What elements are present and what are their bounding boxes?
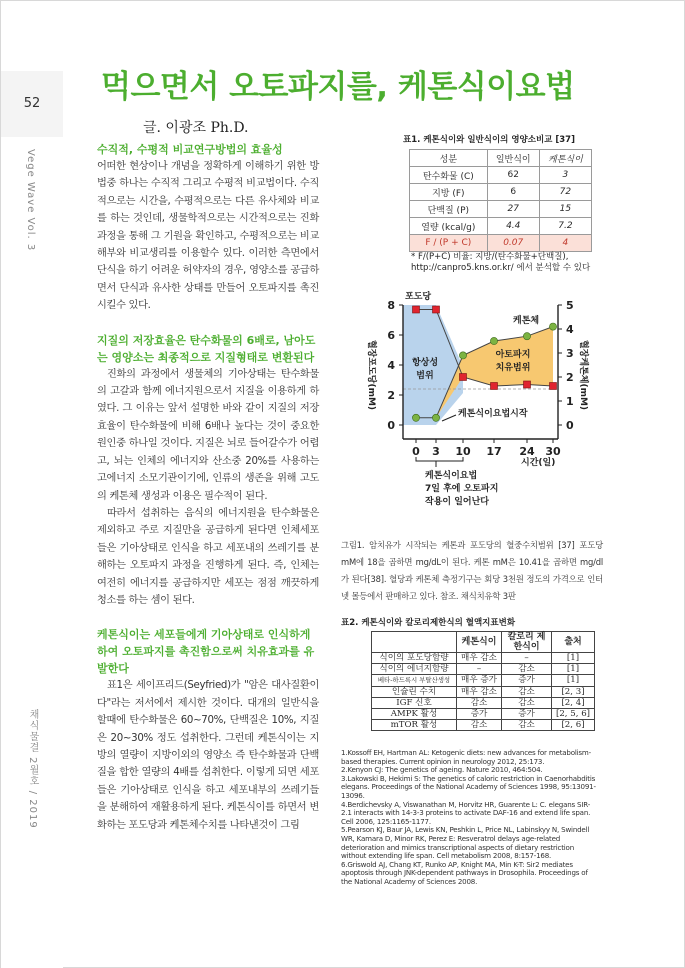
reference-item: 1.Kossoff EH, Hartman AL: Ketogenic diets: new advances for metabolism-based therapies. Current opinion in neurology 2012, 25:173. [341, 748, 591, 766]
table-cell: 열량 (kcal/g) [410, 218, 488, 235]
table-cell: 감소 [456, 720, 501, 731]
reference-item: 3.Lakowski B, Hekimi S: The genetics of caloric restriction in Caenorhabditis elegans. Proceedings of the National Academy of Sciences 1998, 95:13091-13096. [341, 773, 596, 800]
table-cell: [2, 3] [552, 686, 595, 697]
glucose-point [413, 306, 420, 313]
table-cell: F / (P + C) [410, 235, 488, 252]
right-tick-label: 4 [566, 323, 574, 336]
table-cell: 지방 (F) [410, 184, 488, 201]
references [341, 749, 599, 887]
figure-caption: 그림1. 암치유가 시작되는 케톤과 포도당의 혈중수치범위 [37] 포도당 mM에 18을 곱하면 mg/dL이 된다. 케톤 mM은 10.41을 곱하면 mg/dl가 된다[38]. 혈당과 케톤체 측정기구는 회당 3천원 정도의 가격으로 인터넷 몰등에서 판매하고 있다. 참조. 채식치유학 3판 [341, 540, 603, 601]
reference-item: 4.Berdichevsky A, Viswanathan M, Horvitz HR, Guarente L: C. elegans SIR-2.1 interacts with 14-3-3 proteins to activate DAF-16 and extend life span. Cell 2006, 125:1165-1177. [341, 799, 591, 826]
table-row [372, 697, 595, 708]
ketone-point [490, 337, 497, 344]
ketone-start-label: 케톤식이요법시작 [458, 409, 528, 419]
table-cell: mTOR 활성 [372, 720, 457, 731]
table-cell: [2, 5, 6] [552, 708, 595, 719]
right-tick-label: 2 [566, 371, 574, 384]
body-column [97, 139, 319, 834]
table-cell: 7.2 [539, 218, 591, 235]
table-cell: AMPK 활성 [372, 708, 457, 719]
table2-caption: 표2. 케톤식이와 칼로리제한식의 혈액지표변화 [341, 618, 516, 628]
left-tick-label: 8 [387, 299, 395, 312]
right-tick-label: 3 [566, 347, 574, 360]
ratio-row [410, 235, 592, 252]
table-row [372, 675, 595, 686]
body-paragraph: 표1은 세이프리드(Seyfried)가 "암은 대사질환이다"라는 저서에서 제시한 것이다. 대개의 일반식을 할때에 탄수화물은 60~70%, 단백질은 10%, 지질은 20~30% 정도 섭취한다. 그런데 케톤식이는 지방의 열량이 지방이외의 영양소 즉 탄수화물과 단백질을 합한 열량의 4배를 섭취한다. 이렇게 되면 세포들은 기아상태로 인식을 하고 세포내부의 쓰레기들을 분해하여 재활용하게 된다. 케톤식이를 하면서 변화하는 포도당과 케톤체수치를 나타낸것이 그림 [97, 680, 319, 831]
table-cell: 3 [539, 167, 591, 184]
table-row [372, 653, 595, 664]
table-cell: 15 [539, 201, 591, 218]
left-tick-label: 4 [387, 359, 395, 372]
table-cell: 매우 증가 [456, 675, 501, 686]
glucose-range-label: 항상성 [411, 358, 439, 368]
x-tick-label: 24 [519, 445, 535, 458]
ketone-point [549, 323, 556, 330]
ketone-label: 케톤체 [513, 316, 540, 326]
table-cell: 27 [487, 201, 539, 218]
x-tick-label: 17 [486, 445, 502, 458]
table-row [372, 686, 595, 697]
table-cell: 감소 [502, 664, 552, 675]
table-header-cell: 칼로리 제한식이 [502, 632, 552, 653]
table-cell: 식이의 포도당함량 [372, 653, 457, 664]
table-cell: 매우 감소 [456, 653, 501, 664]
bracket-note: 7일 후에 오토파지 [425, 484, 499, 494]
right-tick-label: 5 [566, 299, 574, 312]
table-cell: 식이의 에너지함량 [372, 664, 457, 675]
table-cell: [2, 4] [552, 697, 595, 708]
bracket-note: 케톤식이요법 [425, 471, 478, 481]
table-row [410, 184, 592, 201]
table-row [372, 720, 595, 731]
reference-item: 6.Griswold AJ, Chang KT, Runko AP, Knight MA, Min K-T: Sir2 mediates apoptosis through JNK-dependent pathways in Drosophila. Proceedings of the National Academy of Sciences 2008. [341, 859, 588, 886]
page-number: 52 [1, 71, 63, 137]
table1-footnote: * F/(P+C) 비율: 지방/(탄수화물+단백질), http://canpro5.kns.or.kr/ 에서 분석할 수 있다 [411, 252, 591, 273]
table-header-cell [372, 632, 457, 653]
glucose-point [433, 306, 440, 313]
left-axis-ticks [387, 299, 403, 432]
glucose-range-label: 범위 [416, 371, 434, 381]
left-tick-label: 6 [387, 329, 395, 342]
body-paragraph: 따라서 섭취하는 음식의 에너지원을 탄수화물은 제외하고 주로 지질만을 공급하게 된다면 인체세포들은 기아상태로 인식을 하고 세포내의 쓰레기를 분해하는 오토파지 과정을 진행하게 된다. 즉, 인체는 여전히 에너지를 공급하지만 세포는 점점 깨끗하게 청소를 하는 셈이 된다. [97, 507, 319, 606]
left-tick-label: 0 [387, 419, 395, 432]
x-tick-label: 0 [412, 445, 420, 458]
section-heading: 지질의 저장효율은 탄수화물의 6배로, 남아도는 영양소는 최종적으로 지질형태로 변환된다 [97, 333, 316, 364]
ketone-point [432, 414, 439, 421]
table-cell: 증가 [456, 708, 501, 719]
magazine-name: Vege Wave Vol. 3 [25, 149, 36, 252]
table-row [372, 708, 595, 719]
left-axis-title: 혈장포도당(mM) [366, 339, 376, 411]
table-cell: 베타-하드록시 부탈산생성 [372, 675, 457, 686]
table-row [410, 201, 592, 218]
table-header-row [372, 632, 595, 653]
ketone-point [412, 414, 419, 421]
table-cell: 4 [539, 235, 591, 252]
right-axis-ticks [558, 299, 574, 432]
table-header-row [410, 150, 592, 167]
article-title: 먹으면서 오토파지를, 케톤식이요법 [101, 69, 575, 105]
table-row [372, 664, 595, 675]
x-axis-ticks [412, 439, 561, 458]
glucose-point [491, 383, 498, 390]
table-header-cell: 일반식이 [487, 150, 539, 167]
table-cell: 탄수화물 (C) [410, 167, 488, 184]
table-cell: 62 [487, 167, 539, 184]
table-cell: [1] [552, 653, 595, 664]
table1-caption: 표1. 케톤식이와 일반식이의 영양소비교 [37] [403, 135, 575, 145]
table-cell: [2, 6] [552, 720, 595, 731]
glucose-label: 포도당 [405, 292, 432, 302]
table-cell: – [456, 664, 501, 675]
right-axis-title: 혈장케톤체(mM) [578, 339, 588, 411]
x-tick-label: 10 [455, 445, 471, 458]
body-paragraph: 진화의 과정에서 생물체의 기아상태는 탄수화물의 고갈과 함께 에너지원으로서 지질을 이용하게 하였다. 그 이유는 앞서 설명한 바와 같이 지질의 저장효율이 탄수화물에 비해 6배나 높다는 것이 중요한 원인중 하나일 것이다. 지질은 뇌로 들어갈수가 어렵고, 뇌는 인체의 에너지와 산소중 20%를 사용하는 고에너지 소모기관이기에, 인류의 생존을 위해 고도의 케톤체 생성과 이용은 필수적이 된다. [97, 368, 319, 502]
glucose-point [524, 381, 531, 388]
table-cell: 72 [539, 184, 591, 201]
table-header-cell: 케톤식이 [456, 632, 501, 653]
table-cell: IGF 신호 [372, 697, 457, 708]
table-cell: 감소 [502, 697, 552, 708]
table-cell: – [502, 653, 552, 664]
glucose-ketone-chart [341, 285, 601, 531]
x-tick-label: 30 [545, 445, 561, 458]
table-header-cell: 성분 [410, 150, 488, 167]
table-cell: [1] [552, 675, 595, 686]
glucose-point [550, 383, 557, 390]
table-cell: 감소 [502, 686, 552, 697]
reference-item: 5.Pearson KJ, Baur JA, Lewis KN, Peshkin L, Price NL, Labinskyy N, Swindell WR, Kamara D, Minor RK, Perez E: Resveratrol delays age-related deterioration and mimics transcriptional aspects of dietary restriction without extending life span. Cell metabolism 2008, 8:157-168. [341, 825, 590, 861]
table-cell: 감소 [502, 720, 552, 731]
section-heading: 케톤식이는 세포들에게 기아상태로 인식하게 하여 오토파지를 촉진함으로써 치유효과를 유발한다 [97, 628, 315, 676]
reference-item: 2.Kenyon CJ: The genetics of ageing. Nature 2010, 464:504. [341, 765, 543, 775]
table-row [410, 218, 592, 235]
blood-marker-table [371, 631, 595, 731]
table-row [410, 167, 592, 184]
glucose-point [460, 374, 467, 381]
ketone-start-pointer [442, 415, 456, 421]
nutrient-table [409, 149, 592, 252]
table-cell: 매우 감소 [456, 686, 501, 697]
right-tick-label: 0 [566, 419, 574, 432]
x-tick-label: 3 [432, 445, 440, 458]
left-tick-label: 2 [387, 389, 395, 402]
table-cell: 증가 [502, 675, 552, 686]
table-cell: 6 [487, 184, 539, 201]
bracket-note: 작용이 일어난다 [425, 497, 489, 507]
table-cell: [1] [552, 664, 595, 675]
autophagy-range-label: 치유범위 [495, 363, 531, 373]
ketone-point [523, 333, 530, 340]
table-cell: 증가 [502, 708, 552, 719]
table-cell: 감소 [456, 697, 501, 708]
table-header-cell: 케톤식이 [539, 150, 591, 167]
section-heading: 수직적, 수평적 비교연구방법의 효율성 [97, 143, 283, 156]
table-cell: 0.07 [487, 235, 539, 252]
table-cell: 단백질 (P) [410, 201, 488, 218]
table-header-cell: 출처 [552, 632, 595, 653]
autophagy-range-label: 아토파지 [495, 350, 531, 360]
table-cell: 4.4 [487, 218, 539, 235]
body-paragraph: 어떠한 현상이나 개념을 정확하게 이해하기 위한 방법중 하나는 수직적 그리고 수평적 비교법이다. 수직적으로는 시간을, 수평적으로는 다른 유사체와 비교를 하는 것인데, 생물학적으로는 시간적으로는 진화과정을 통해 그 기원을 확인하고, 수평적으로는 비교해부와 비교생리를 이용할수 있다. 이러한 측면에서 단식을 하기 어려운 허약자의 경우, 영양소를 공급하면서 단식과 유사한 상태를 만들어 오토파지를 촉진시킬수 있다. [97, 161, 319, 312]
right-tick-label: 1 [566, 395, 574, 408]
magazine-issue: 채식물결 2월호 / 2019 [27, 709, 38, 829]
table-cell: 인슐린 수치 [372, 686, 457, 697]
ketone-point [459, 352, 466, 359]
x-axis-title: 시간(일) [521, 458, 556, 468]
author-line: 글. 이광조 Ph.D. [143, 120, 249, 136]
